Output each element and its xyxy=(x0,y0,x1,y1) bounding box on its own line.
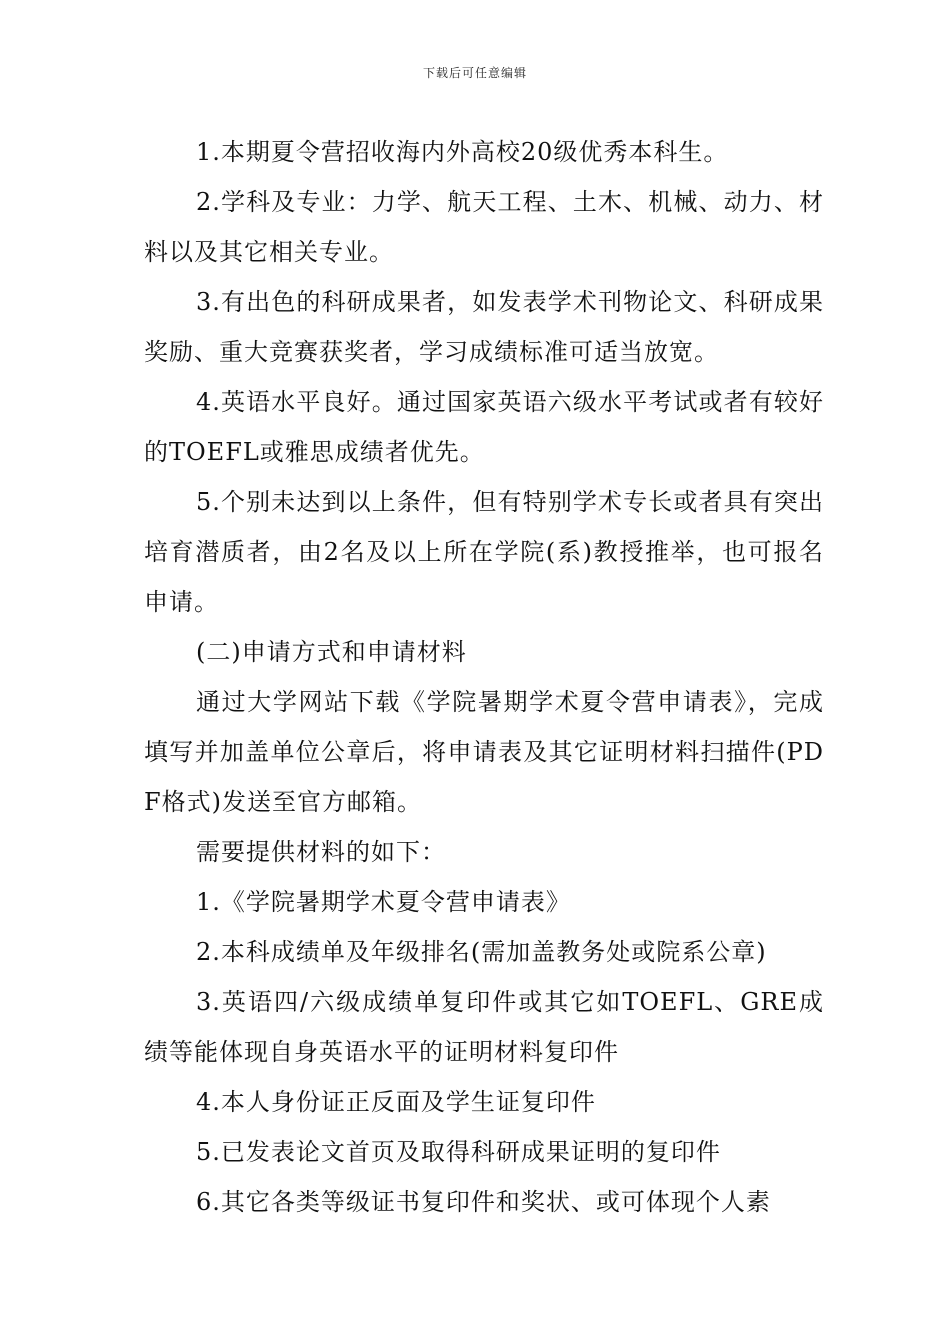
paragraph-application-method: 通过大学网站下载《学院暑期学术夏令营申请表》，完成填写并加盖单位公章后，将申请表及其它证明材料扫描件(PDF格式)发送至官方邮箱。 xyxy=(144,688,824,816)
page-header: 下载后可任意编辑 xyxy=(422,66,527,80)
paragraph-materials-intro: 需要提供材料的如下： xyxy=(196,838,446,866)
paragraph-material-4: 4.本人身份证正反面及学生证复印件 xyxy=(196,1088,596,1116)
paragraph-material-2: 2.本科成绩单及年级排名(需加盖教务处或院系公章) xyxy=(196,938,767,966)
paragraph-material-6: 6.其它各类等级证书复印件和奖状、或可体现个人素 xyxy=(196,1188,771,1216)
section-heading-application: (二)申请方式和申请材料 xyxy=(196,638,467,666)
paragraph-material-3: 3.英语四/六级成绩单复印件或其它如TOEFL、GRE成绩等能体现自身英语水平的证明材料复印件 xyxy=(144,988,824,1066)
paragraph-requirement-2: 2.学科及专业：力学、航天工程、土木、机械、动力、材料以及其它相关专业。 xyxy=(144,188,824,266)
paragraph-requirement-4: 4.英语水平良好。通过国家英语六级水平考试或者有较好的TOEFL或雅思成绩者优先。 xyxy=(144,388,824,466)
paragraph-material-1: 1.《学院暑期学术夏令营申请表》 xyxy=(196,888,571,916)
paragraph-material-5: 5.已发表论文首页及取得科研成果证明的复印件 xyxy=(196,1138,721,1166)
document-body xyxy=(144,127,824,1227)
paragraph-requirement-3: 3.有出色的科研成果者，如发表学术刊物论文、科研成果奖励、重大竞赛获奖者，学习成绩标准可适当放宽。 xyxy=(144,288,824,366)
paragraph-requirement-1: 1.本期夏令营招收海内外高校20级优秀本科生。 xyxy=(196,138,729,166)
paragraph-requirement-5: 5.个别未达到以上条件，但有特别学术专长或者具有突出培育潜质者，由2名及以上所在学院(系)教授推举，也可报名申请。 xyxy=(144,488,824,616)
